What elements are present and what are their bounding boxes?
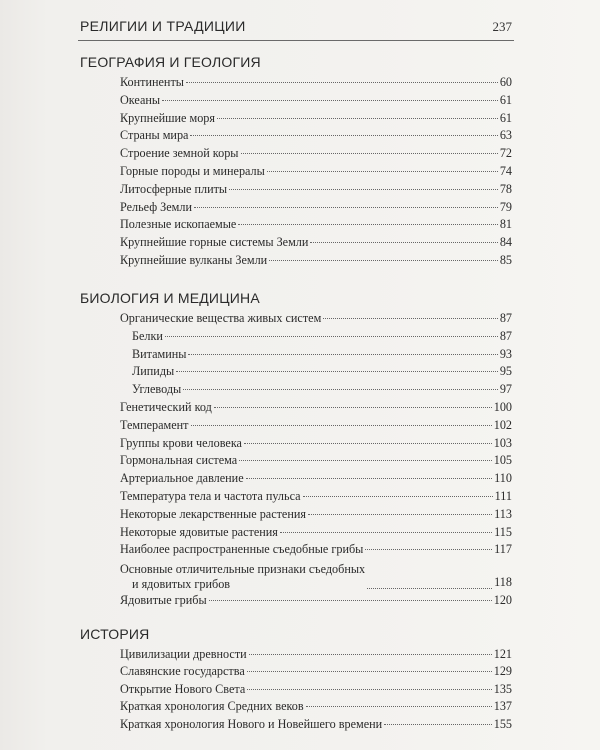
toc-entry-title: Цивилизации древности <box>120 647 247 661</box>
toc-entry[interactable] <box>80 646 512 663</box>
toc-entry-title: Полезные ископаемые <box>120 217 237 232</box>
toc-entry-title: Наиболее распространенные съедобные грибы <box>120 542 364 557</box>
dot-leader <box>323 318 498 319</box>
section-heading: ГЕОГРАФИЯ И ГЕОЛОГИЯ <box>80 54 261 70</box>
toc-entry[interactable] <box>80 470 512 488</box>
toc-entry-title: Температура тела и частота пульса <box>120 488 301 503</box>
section-biology <box>80 288 520 610</box>
toc-entry-title: Темперамент <box>120 417 189 432</box>
toc-subentry[interactable] <box>80 346 512 364</box>
running-header <box>80 18 512 35</box>
toc-entry-page: 121 <box>493 647 512 661</box>
dot-leader <box>165 336 498 337</box>
toc-entry-title: Гормональная система <box>120 453 238 468</box>
toc-entry[interactable] <box>80 698 512 715</box>
toc-entry-title: Органические вещества живых систем <box>120 311 322 325</box>
dot-leader <box>280 532 492 533</box>
dot-leader <box>209 600 492 601</box>
toc-subentry[interactable] <box>80 381 512 399</box>
dot-leader <box>247 689 491 690</box>
toc-subentry[interactable] <box>80 328 512 346</box>
toc-entry-title: Крупнейшие горные системы Земли <box>120 235 309 250</box>
toc-entry-title: Континенты <box>120 75 184 89</box>
toc-entry[interactable] <box>80 181 512 199</box>
toc-entry-page: 129 <box>493 664 512 679</box>
toc-entry-title: Славянские государства <box>120 664 245 679</box>
dot-leader <box>238 224 497 225</box>
toc-entry-page: 74 <box>499 163 512 178</box>
running-title: РЕЛИГИИ И ТРАДИЦИИ <box>80 18 246 34</box>
toc-entry-page: 84 <box>499 235 512 250</box>
dot-leader <box>367 588 492 589</box>
toc-entry-page: 95 <box>499 364 512 379</box>
dot-leader <box>188 354 497 355</box>
toc-entry-page: 103 <box>493 435 512 450</box>
toc-entry-page: 60 <box>499 75 512 89</box>
toc-entry-title: Строение земной коры <box>120 146 239 161</box>
toc-entry[interactable] <box>80 199 512 217</box>
toc-entry[interactable] <box>80 110 512 128</box>
toc-entry[interactable] <box>80 435 512 453</box>
section-heading: БИОЛОГИЯ И МЕДИЦИНА <box>80 290 260 306</box>
toc-entry[interactable] <box>80 399 512 417</box>
toc-entry[interactable] <box>80 452 512 470</box>
dot-leader <box>194 207 498 208</box>
dot-leader <box>190 135 497 136</box>
toc-list <box>80 74 520 270</box>
toc-entry[interactable] <box>80 541 512 559</box>
dot-leader <box>183 389 498 390</box>
dot-leader <box>384 724 492 725</box>
toc-entry-title: Некоторые ядовитые растения <box>120 524 278 539</box>
toc-entry-title: Крупнейшие моря <box>120 110 216 125</box>
toc-entry-page: 117 <box>494 542 512 557</box>
toc-entry-title: Открытие Нового Света <box>120 681 246 696</box>
dot-leader <box>214 407 492 408</box>
toc-entry-page: 105 <box>493 453 512 468</box>
toc-entry-page: 61 <box>499 92 512 107</box>
toc-entry[interactable] <box>80 506 512 524</box>
section-heading: ИСТОРИЯ <box>80 626 150 642</box>
toc-list <box>80 646 520 733</box>
dot-leader <box>176 371 498 372</box>
toc-entry-page: 120 <box>493 593 512 608</box>
dot-leader <box>191 425 492 426</box>
toc-entry-title: Океаны <box>120 92 161 107</box>
toc-entry[interactable] <box>80 663 512 680</box>
toc-entry[interactable] <box>80 524 512 542</box>
dot-leader <box>269 260 498 261</box>
toc-entry-page: 78 <box>499 181 512 196</box>
toc-entry[interactable] <box>80 92 512 110</box>
toc-entry-title: Углеводы <box>132 382 182 397</box>
toc-entry-title: Витамины <box>132 346 187 361</box>
toc-entry-page: 110 <box>494 471 512 486</box>
dot-leader <box>246 478 493 479</box>
toc-entry-page: 81 <box>499 217 512 232</box>
toc-entry-title: Липиды <box>132 364 175 379</box>
toc-entry-title <box>120 562 365 592</box>
toc-entry[interactable] <box>80 681 512 698</box>
toc-entry-title: Генетический код <box>120 399 212 414</box>
toc-entry-page: 102 <box>493 417 512 432</box>
toc-entry[interactable] <box>80 310 512 328</box>
toc-entry-page: 87 <box>499 328 512 343</box>
toc-entry-page: 93 <box>499 346 512 361</box>
toc-entry[interactable] <box>80 488 512 506</box>
toc-entry[interactable] <box>80 592 512 610</box>
toc-entry[interactable] <box>80 559 512 592</box>
toc-entry-page: 72 <box>499 146 512 161</box>
toc-entry-page: 87 <box>499 311 512 325</box>
page-number: 237 <box>492 19 512 34</box>
dot-leader <box>310 242 497 243</box>
toc-entry-title: Краткая хронология Нового и Новейшего времени <box>120 716 383 731</box>
toc-entry[interactable] <box>80 417 512 435</box>
header-rule <box>78 40 514 41</box>
toc-entry-title: Белки <box>132 328 163 343</box>
dot-leader <box>365 549 492 550</box>
dot-leader <box>162 100 498 101</box>
toc-entry-page: 63 <box>499 128 512 143</box>
dot-leader <box>306 706 492 707</box>
toc-entry-page: 113 <box>494 506 512 521</box>
dot-leader <box>244 443 492 444</box>
toc-entry-page: 85 <box>499 252 512 267</box>
toc-entry-title: Артериальное давление <box>120 471 244 486</box>
toc-entry[interactable] <box>80 74 512 92</box>
toc-subentry[interactable] <box>80 363 512 381</box>
toc-entry[interactable] <box>80 163 512 181</box>
toc-list <box>80 310 520 610</box>
toc-entry-title: Литосферные плиты <box>120 181 228 196</box>
dot-leader <box>186 82 498 83</box>
toc-entry-page: 100 <box>493 399 512 414</box>
toc-entry-title: Крупнейшие вулканы Земли <box>120 252 268 267</box>
toc-entry-title: Некоторые лекарственные растения <box>120 506 306 521</box>
dot-leader <box>241 153 498 154</box>
dot-leader <box>303 496 493 497</box>
toc-entry-page: 137 <box>493 699 512 714</box>
toc-entry-page: 155 <box>493 716 512 731</box>
dot-leader <box>239 460 492 461</box>
toc-entry-page: 118 <box>494 575 512 590</box>
toc-entry-page: 79 <box>499 199 512 214</box>
toc-entry-title: Рельеф Земли <box>120 199 193 214</box>
toc-entry-title: Группы крови человека <box>120 435 242 450</box>
toc-entry[interactable] <box>80 127 512 145</box>
toc-entry-title: Краткая хронология Средних веков <box>120 699 304 714</box>
toc-entry-page: 61 <box>499 110 512 125</box>
toc-entry-title: Страны мира <box>120 128 189 143</box>
toc-entry[interactable] <box>80 234 512 252</box>
toc-entry-page: 97 <box>499 382 512 397</box>
toc-entry-title-line1: Основные отличительные признаки съедобных <box>120 562 366 577</box>
toc-entry-title: Ядовитые грибы <box>120 593 207 608</box>
dot-leader <box>247 671 492 672</box>
toc-entry-title-line2: и ядовитых грибов <box>132 577 231 592</box>
toc-entry-page: 135 <box>493 681 512 696</box>
toc-entry[interactable] <box>80 252 512 270</box>
toc-entry-page: 115 <box>494 524 512 539</box>
toc-entry[interactable] <box>80 145 512 163</box>
toc-entry-page: 111 <box>494 488 512 503</box>
toc-entry[interactable] <box>80 716 512 733</box>
dot-leader <box>229 189 498 190</box>
dot-leader <box>308 514 492 515</box>
toc-entry[interactable] <box>80 216 512 234</box>
dot-leader <box>249 654 492 655</box>
section-geography <box>80 52 520 270</box>
section-history <box>80 624 520 733</box>
dot-leader <box>267 171 498 172</box>
dot-leader <box>217 118 498 119</box>
toc-entry-title: Горные породы и минералы <box>120 163 265 178</box>
